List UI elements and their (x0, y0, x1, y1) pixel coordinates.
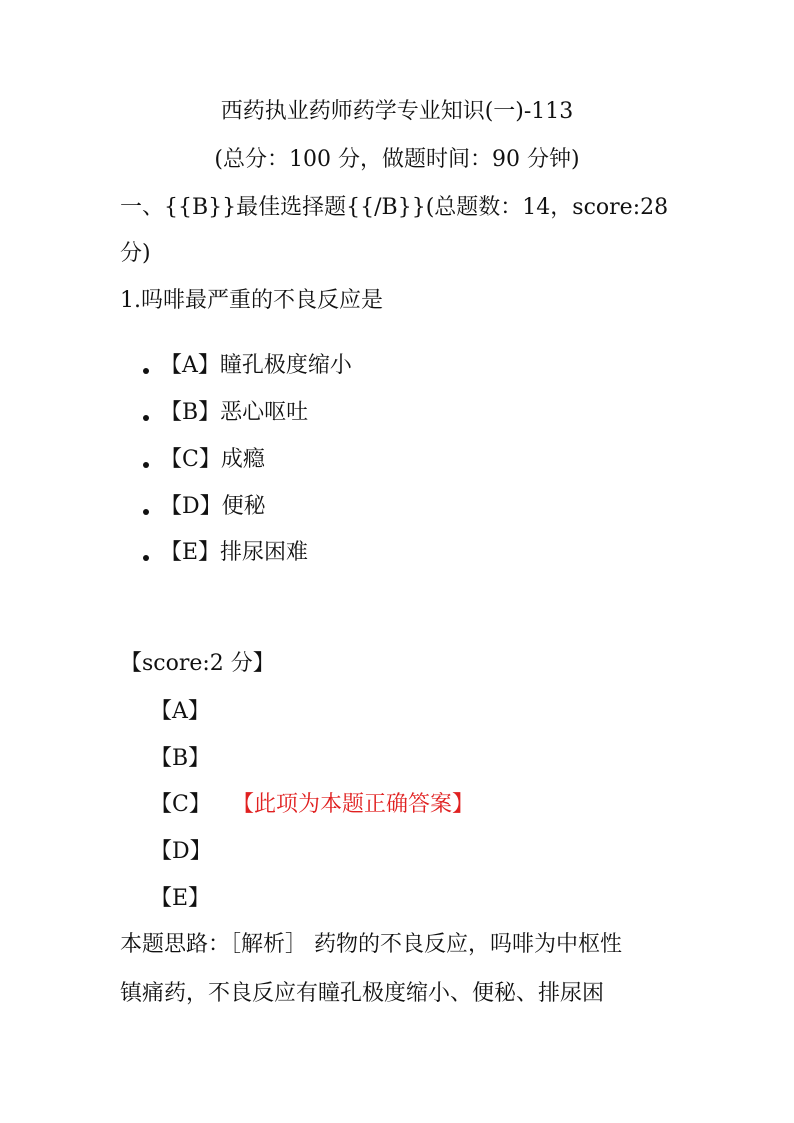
bullet-icon (143, 509, 149, 515)
bullet-icon (143, 415, 149, 421)
answer-e: 【E】 (150, 886, 211, 911)
explanation-text: 本题思路：［解析］ 药物的不良反应，吗啡为中枢性 (120, 932, 622, 957)
document-title: 西药执业药师药学专业知识(一)-113 (220, 99, 574, 124)
section-heading-continuation: 分) (120, 241, 151, 266)
correct-answer-marker: 【此项为本题正确答案】 (232, 792, 475, 817)
bullet-icon (143, 462, 149, 468)
answer-b: 【B】 (150, 746, 211, 771)
option-b: 【B】恶心呕吐 (160, 400, 309, 425)
answer-a: 【A】 (150, 699, 210, 724)
explanation-text-continuation: 镇痛药，不良反应有瞳孔极度缩小、便秘、排尿困 (120, 981, 605, 1006)
question-text: 1.吗啡最严重的不良反应是 (120, 288, 383, 313)
bullet-icon (143, 555, 149, 561)
score-label: 【score:2 分】 (120, 651, 275, 676)
answer-c: 【C】 (150, 792, 211, 817)
document-subtitle: (总分：100 分，做题时间：90 分钟) (214, 147, 580, 172)
option-e: 【E】排尿困难 (160, 540, 309, 565)
answer-d: 【D】 (150, 839, 212, 864)
bullet-icon (143, 368, 149, 374)
option-a: 【A】瞳孔极度缩小 (160, 353, 352, 378)
section-heading: 一、{{B}}最佳选择题{{/B}}(总题数：14，score:28 (120, 195, 669, 220)
option-c: 【C】成瘾 (160, 447, 265, 472)
option-d: 【D】便秘 (160, 494, 266, 519)
